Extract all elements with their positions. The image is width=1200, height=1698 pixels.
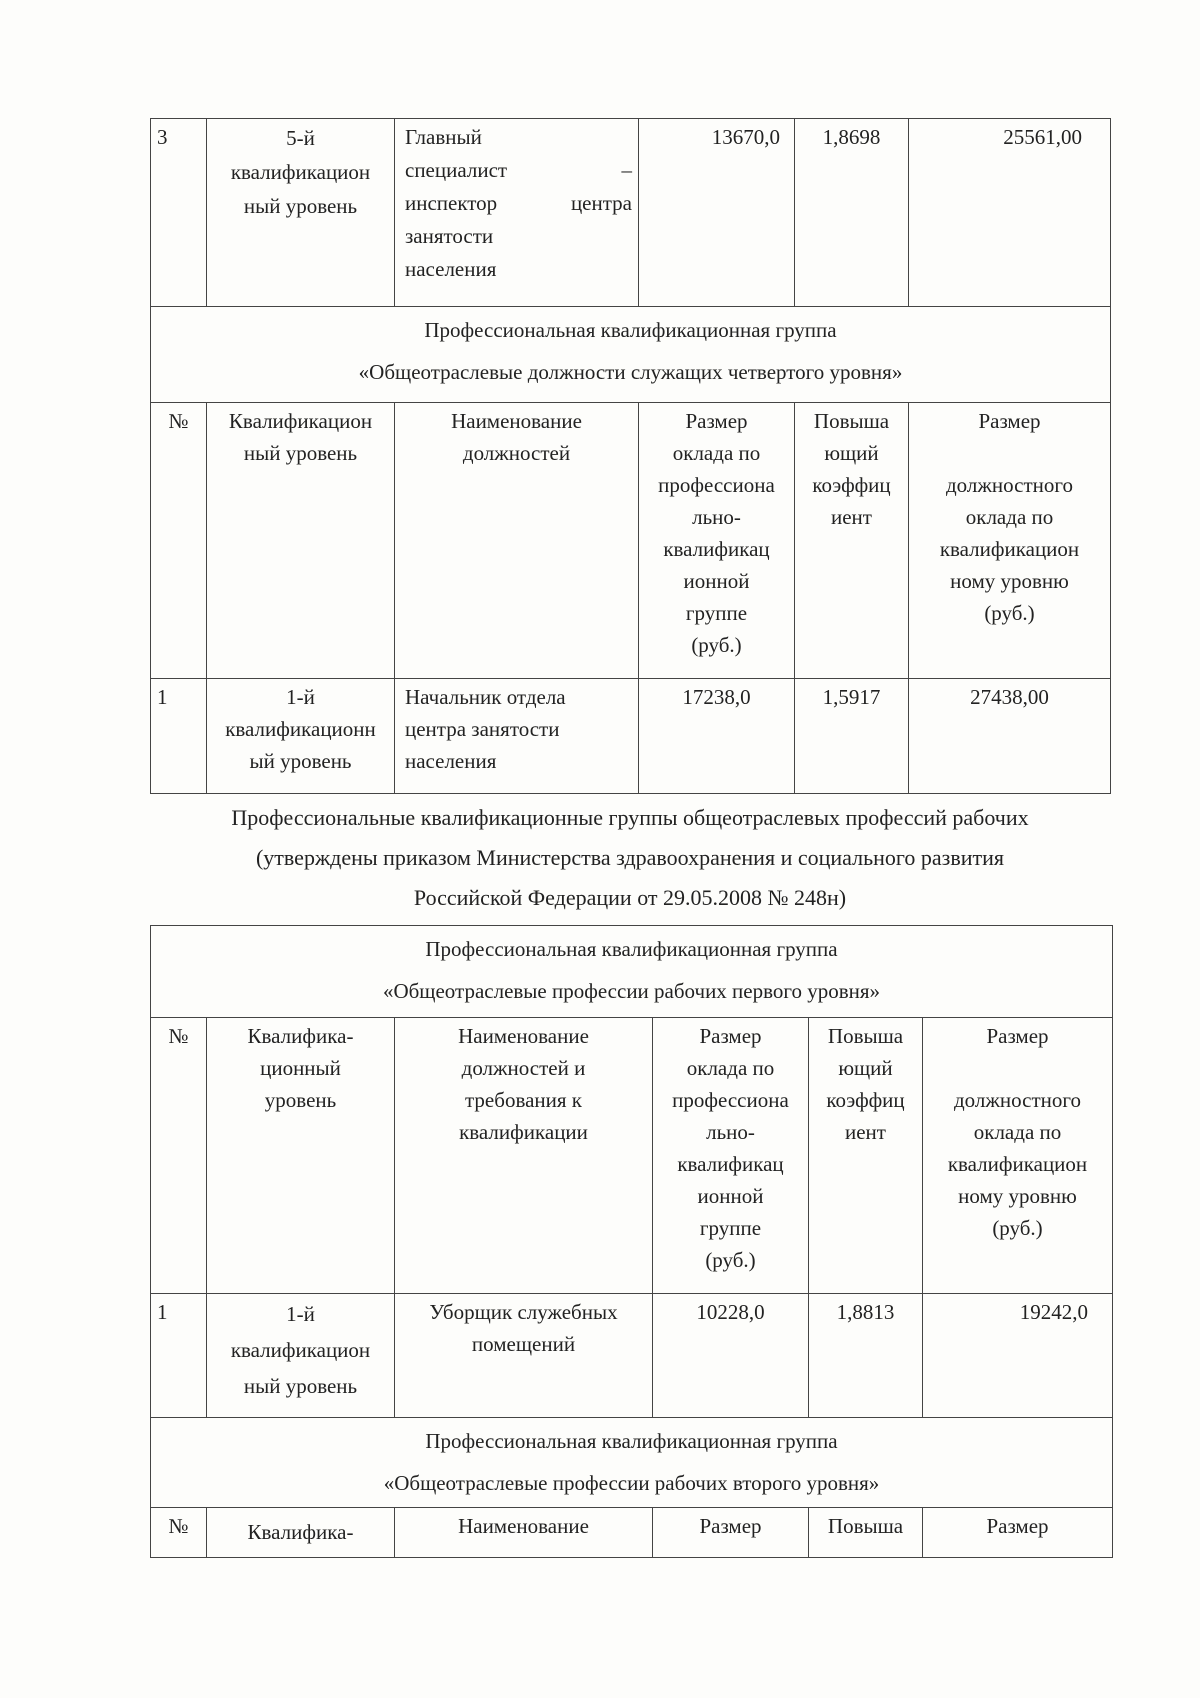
- group-title: [151, 1418, 1113, 1508]
- coefficient-value: 1,8813: [809, 1294, 923, 1418]
- section-caption: [150, 798, 1110, 918]
- group-title-line2: «Общеотраслевые профессии рабочих первого уровня»: [382, 979, 881, 1003]
- header-level: Квалифика-: [207, 1508, 395, 1558]
- group-title: [151, 307, 1111, 403]
- header-row: [151, 403, 1111, 679]
- table-row: [151, 679, 1111, 794]
- header-coefficient: Повыша ющий коэффиц иент: [809, 1018, 923, 1294]
- qualification-table-bottom: [150, 925, 1113, 1558]
- position-line: населения: [405, 257, 497, 281]
- group-title-line2: «Общеотраслевые профессии рабочих второго уровня»: [383, 1471, 880, 1495]
- group-title-row: [151, 307, 1111, 403]
- caption-line: Профессиональные квалификационные группы общеотраслевых профессий рабочих: [231, 805, 1029, 830]
- salary-value: 17238,0: [639, 679, 795, 794]
- position-name: [395, 119, 639, 307]
- total-salary-value: 25561,00: [909, 119, 1111, 307]
- header-number: №: [151, 403, 207, 679]
- salary-value: 10228,0: [653, 1294, 809, 1418]
- group-title-line2: «Общеотраслевые должности служащих четвертого уровня»: [358, 360, 903, 384]
- header-level: Квалифика- ционный уровень: [207, 1018, 395, 1294]
- row-number: 3: [151, 119, 207, 307]
- qualification-table-top: [150, 118, 1111, 794]
- total-salary-value: 27438,00: [909, 679, 1111, 794]
- header-level: Квалификацион ный уровень: [207, 403, 395, 679]
- group-title-line1: Профессиональная квалификационная группа: [424, 318, 837, 342]
- qualification-level: 5-й квалификацион ный уровень: [207, 119, 395, 307]
- row-number: 1: [151, 1294, 207, 1418]
- position-line: инспектор центра: [405, 191, 632, 215]
- group-title: [151, 926, 1113, 1018]
- position-line: Главный: [405, 125, 482, 149]
- position-line: занятости: [405, 224, 494, 248]
- header-row: [151, 1018, 1113, 1294]
- header-row-partial: [151, 1508, 1113, 1558]
- caption-line: Российской Федерации от 29.05.2008 № 248н): [413, 885, 847, 910]
- group-title-line1: Профессиональная квалификационная группа: [425, 937, 838, 961]
- header-salary: Размер оклада по профессиона льно- квалификац ионной группе (руб.): [653, 1018, 809, 1294]
- position-name: Начальник отдела центра занятости населения: [395, 679, 639, 794]
- header-coefficient: Повыша ющий коэффиц иент: [795, 403, 909, 679]
- header-salary: Размер оклада по профессиона льно- квалификац ионной группе (руб.): [639, 403, 795, 679]
- header-coefficient: Повыша: [809, 1508, 923, 1558]
- position-name: Уборщик служебных помещений: [395, 1294, 653, 1418]
- group-title-line1: Профессиональная квалификационная группа: [425, 1429, 838, 1453]
- position-line: специалист –: [405, 158, 632, 182]
- coefficient-value: 1,5917: [795, 679, 909, 794]
- qualification-level: 1-й квалификацион ный уровень: [207, 1294, 395, 1418]
- group-title-row: [151, 1418, 1113, 1508]
- header-position: Наименование должностей: [395, 403, 639, 679]
- caption-line: (утверждены приказом Министерства здравоохранения и социального развития: [255, 845, 1004, 870]
- coefficient-value: 1,8698: [795, 119, 909, 307]
- header-total-salary: Размер должностного оклада по квалификацион ному уровню (руб.): [923, 1018, 1113, 1294]
- table-row: [151, 1294, 1113, 1418]
- header-total-salary: Размер: [923, 1508, 1113, 1558]
- header-number: №: [151, 1018, 207, 1294]
- row-number: 1: [151, 679, 207, 794]
- table-row: [151, 119, 1111, 307]
- group-title-row: [151, 926, 1113, 1018]
- qualification-level: 1-й квалификационн ый уровень: [207, 679, 395, 794]
- salary-value: 13670,0: [639, 119, 795, 307]
- header-total-salary: Размер должностного оклада по квалификацион ному уровню (руб.): [909, 403, 1111, 679]
- total-salary-value: 19242,0: [923, 1294, 1113, 1418]
- header-salary: Размер: [653, 1508, 809, 1558]
- header-position: Наименование должностей и требования к квалификации: [395, 1018, 653, 1294]
- header-number: №: [151, 1508, 207, 1558]
- header-position: Наименование: [395, 1508, 653, 1558]
